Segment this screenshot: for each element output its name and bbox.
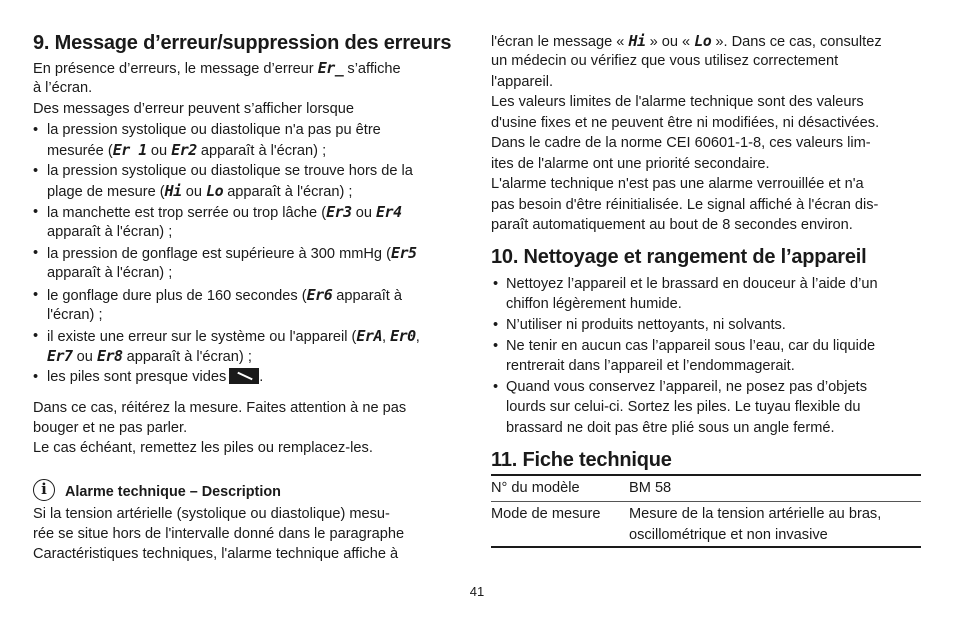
- right-line-7: ites de l'alarme ont une priorité secondaire.: [491, 156, 770, 172]
- bullet-2-line-1: la pression systolique ou diastolique se trouve hors de la: [47, 163, 413, 179]
- right-line-10: paraît automatiquement au bout de 8 secondes environ.: [491, 217, 853, 233]
- bullet-marker: •: [33, 245, 39, 261]
- error-code-er: Er_: [317, 59, 344, 77]
- bullet-7-line: les piles sont presque vides .: [47, 369, 264, 385]
- table-label-model: N° du modèle: [491, 480, 580, 496]
- alarm-line-1: Si la tension artérielle (systolique ou diastolique) mesu-: [33, 506, 390, 522]
- right-line-6: Dans le cadre de la norme CEI 60601-1-8, ces valeurs lim-: [491, 135, 871, 151]
- table-value-model: BM 58: [629, 480, 672, 496]
- alarm-line-2: rée se situe hors de l'intervalle donné dans le paragraphe: [33, 526, 405, 542]
- right-line-1: l'écran le message « Hi » ou « Lo ». Dans ce cas, consultez: [491, 32, 882, 50]
- right-line-9: pas besoin d'être réinitialisée. Le signal affiché à l'écran dis-: [491, 197, 879, 213]
- alarm-heading: Alarme technique – Description: [65, 484, 281, 500]
- bullet-2-line-2: plage de mesure (Hi ou Lo apparaît à l'écran) ;: [47, 182, 353, 200]
- low-battery-icon: [229, 368, 259, 384]
- care-4-line-2: lourds sur celui-ci. Sortez les piles. Le tuyau flexible du: [506, 399, 861, 415]
- code-lo: Lo: [694, 32, 712, 50]
- bullet-4-line-1: la pression de gonflage est supérieure à 300 mmHg (Er5: [47, 244, 417, 262]
- page-number: 41: [469, 584, 485, 599]
- bullet-marker: •: [493, 338, 499, 354]
- bullet-1-line-1: la pression systolique ou diastolique n'a pas pu être: [47, 122, 381, 138]
- bullet-marker: •: [493, 276, 499, 292]
- error-code-er2: Er2: [171, 141, 197, 159]
- care-1-line-1: Nettoyez l’appareil et le brassard en douceur à l’aide d’un: [506, 276, 878, 292]
- table-bottom-rule: [491, 546, 921, 548]
- intro-line-3: Des messages d’erreur peuvent s’afficher lorsque: [33, 101, 354, 117]
- table-label-mode: Mode de mesure: [491, 506, 601, 522]
- paragraph-2-line-1: Dans ce cas, réitérez la mesure. Faites attention à ne pas: [33, 400, 407, 416]
- intro-line-2: à l’écran.: [33, 80, 93, 96]
- error-code-er4: Er4: [376, 203, 402, 221]
- care-2-line: N’utiliser ni produits nettoyants, ni solvants.: [506, 317, 786, 333]
- bullet-5-line-1: le gonflage dure plus de 160 secondes (Er6 apparaît à: [47, 286, 403, 304]
- error-code-er6: Er6: [306, 286, 333, 304]
- bullet-4-line-2: apparaît à l'écran) ;: [47, 265, 173, 281]
- bullet-marker: •: [33, 369, 39, 385]
- table-value-mode-line-2: oscillométrique et non invasive: [629, 526, 828, 543]
- bullet-6-line-1: il existe une erreur sur le système ou l'appareil (ErA, Er0,: [47, 327, 420, 345]
- bullet-marker: •: [33, 122, 39, 138]
- code-lo: Lo: [206, 182, 224, 200]
- bullet-3-line-1: la manchette est trop serrée ou trop lâche (Er3 ou Er4: [47, 203, 402, 221]
- paragraph-2-line-2: bouger et ne pas parler.: [33, 420, 188, 436]
- error-code-er7: Er7: [47, 347, 73, 365]
- bullet-6-line-2: Er7 ou Er8 apparaît à l'écran) ;: [47, 347, 252, 365]
- bullet-marker: •: [33, 328, 39, 344]
- right-line-5: d'usine fixes et ne peuvent être ni modifiées, ni désactivées.: [491, 115, 880, 131]
- care-1-line-2: chiffon légèrement humide.: [506, 296, 682, 312]
- table-row-mode: [491, 504, 921, 546]
- bullet-marker: •: [33, 163, 39, 179]
- care-3-line-1: Ne tenir en aucun cas l’appareil sous l’eau, car du liquide: [506, 338, 876, 354]
- bullet-marker: •: [493, 379, 499, 395]
- bullet-marker: •: [33, 204, 39, 220]
- error-code-er0: Er0: [390, 327, 416, 345]
- error-code-era: ErA: [356, 327, 382, 345]
- bullet-5-line-2: l'écran) ;: [47, 307, 103, 323]
- right-line-3: l'appareil.: [491, 74, 554, 90]
- table-value-mode-line-1: Mesure de la tension artérielle au bras,: [629, 506, 882, 522]
- table-row-divider: [491, 501, 921, 502]
- right-line-8: L'alarme technique n'est pas une alarme verrouillée et n'a: [491, 176, 864, 192]
- error-code-er1: Er 1: [112, 141, 147, 159]
- bullet-1-line-2: mesurée (Er 1 ou Er2 apparaît à l'écran) ;: [47, 141, 327, 159]
- care-4-line-3: brassard ne doit pas être plié sous un angle fermé.: [506, 420, 835, 436]
- care-4-line-1: Quand vous conservez l’appareil, ne posez pas d’objets: [506, 379, 868, 395]
- bullet-3-line-2: apparaît à l'écran) ;: [47, 224, 173, 240]
- intro-line-1: En présence d’erreurs, le message d’erreur Er_ s’affiche: [33, 59, 401, 77]
- bullet-marker: •: [493, 317, 499, 333]
- code-hi: Hi: [164, 182, 182, 200]
- right-line-4: Les valeurs limites de l'alarme technique sont des valeurs: [491, 94, 864, 110]
- right-line-2: un médecin ou vérifiez que vous utilisez correctement: [491, 53, 839, 69]
- section-11-heading: 11. Fiche technique: [491, 449, 672, 471]
- alarm-line-3: Caractéristiques techniques, l'alarme technique affiche à: [33, 546, 399, 562]
- error-code-er8: Er8: [96, 347, 123, 365]
- section-9-heading: 9. Message d’erreur/suppression des erreurs: [33, 32, 452, 54]
- info-icon: i: [33, 479, 55, 501]
- paragraph-2-line-3: Le cas échéant, remettez les piles ou remplacez-les.: [33, 440, 373, 456]
- table-row-model: [491, 478, 921, 500]
- code-hi: Hi: [628, 32, 646, 50]
- error-code-er5: Er5: [390, 244, 417, 262]
- care-3-line-2: rentrerait dans l’appareil et l’endommagerait.: [506, 358, 795, 374]
- section-10-heading: 10. Nettoyage et rangement de l’appareil: [491, 246, 867, 268]
- error-code-er3: Er3: [326, 203, 352, 221]
- table-top-rule: [491, 474, 921, 476]
- bullet-marker: •: [33, 287, 39, 303]
